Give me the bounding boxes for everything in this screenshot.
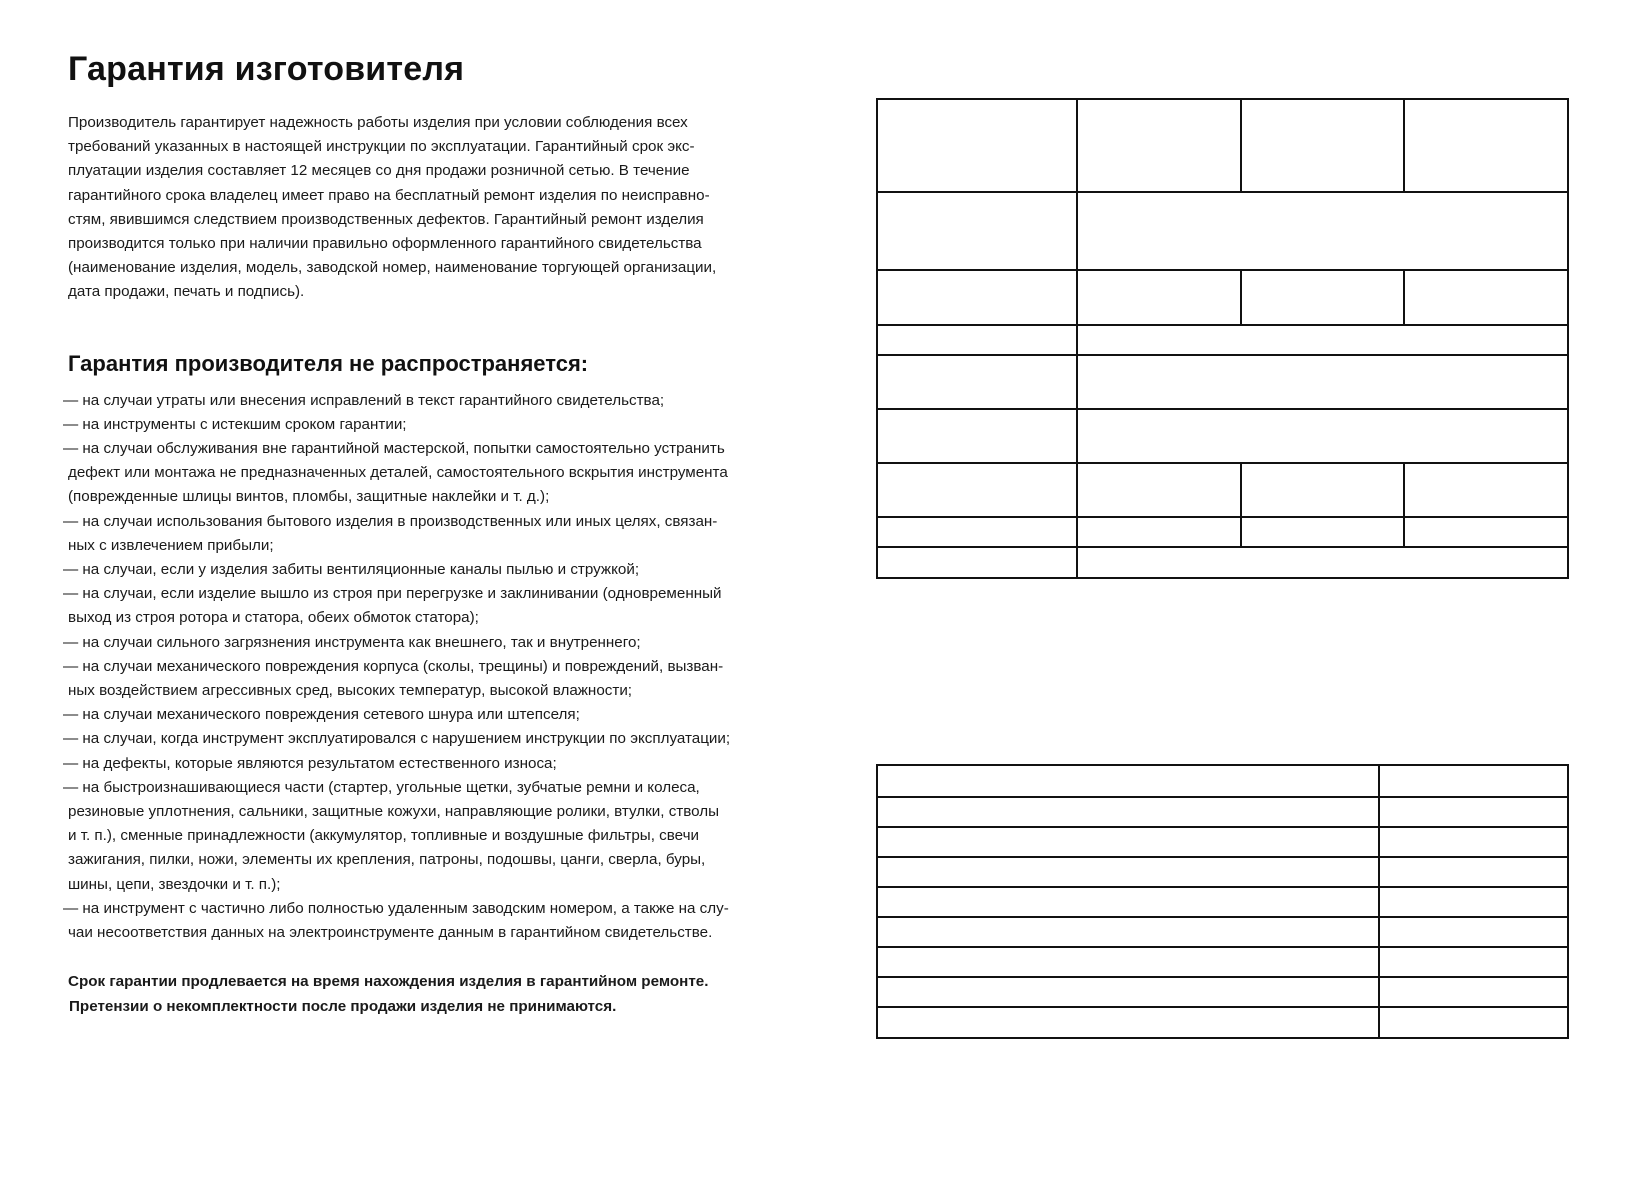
form-cell (1076, 546, 1567, 577)
exclusion-line: зажигания, пилки, ножи, элементы их крепления, патроны, подошвы, цанги, сверла, буры, (68, 851, 706, 869)
form-cell (1240, 100, 1405, 193)
record-cell (1378, 826, 1567, 858)
exclusion-line: — на дефекты, которые являются результатом естественного износа; (63, 754, 557, 772)
record-cell (1378, 916, 1567, 948)
warranty-text-column (63, 50, 768, 1019)
exclusion-line: шины, цепи, звездочки и т. п.); (68, 875, 281, 893)
form-cell (1240, 269, 1405, 326)
form-cell (1403, 516, 1567, 548)
exclusion-line: ных воздействием агрессивных сред, высоких температур, высокой влажности; (68, 682, 633, 700)
form-cell (878, 516, 1078, 548)
exclusion-line: — на случаи, если у изделия забиты вентиляционные каналы пылью и стружкой; (63, 561, 640, 579)
warranty-notes (68, 970, 768, 1018)
exclusion-line: чаи несоответствия данных на электроинструменте данным в гарантийном свидетельстве. (68, 924, 713, 942)
exclusion-line: — на случаи утраты или внесения исправлений в текст гарантийного свидетельства; (63, 391, 665, 409)
intro-line: производится только при наличии правильно оформленного гарантийного свидетельства (68, 235, 702, 253)
record-cell (1378, 946, 1567, 978)
form-cell (878, 408, 1078, 464)
record-cell (878, 976, 1380, 1008)
record-cell (878, 886, 1380, 918)
exclusion-line: резиновые уплотнения, сальники, защитные кожухи, направляющие ролики, втулки, стволы (68, 803, 720, 821)
intro-line: Производитель гарантирует надежность работы изделия при условии соблюдения всех (68, 114, 688, 131)
intro-line: (наименование изделия, модель, заводской номер, наименование торгующей организации, (68, 259, 717, 277)
form-cell (1403, 269, 1567, 326)
record-cell (878, 1006, 1380, 1037)
exclusion-line: выход из строя ротора и статора, обеих обмоток статора); (68, 609, 479, 627)
form-cell (1076, 324, 1567, 356)
form-cell (1403, 100, 1567, 193)
exclusion-line: и т. п.), сменные принадлежности (аккумулятор, топливные и воздушные фильтры, свечи (68, 827, 699, 845)
form-cell (878, 191, 1078, 271)
exclusion-line: дефект или монтажа не предназначенных деталей, самостоятельного вскрытия инструмента (68, 464, 728, 482)
record-cell (1378, 886, 1567, 918)
record-cell (878, 796, 1380, 828)
note-line: Срок гарантии продлевается на время нахождения изделия в гарантийном ремонте. (68, 973, 709, 991)
intro-paragraph (68, 111, 768, 305)
exclusion-line: — на инструменты с истекшим сроком гарантии; (63, 415, 407, 433)
record-cell (1378, 1006, 1567, 1037)
intro-line: дата продажи, печать и подпись). (68, 283, 305, 301)
record-cell (878, 766, 1380, 798)
exclusion-line: ных с извлечением прибыли; (68, 536, 274, 554)
exclusion-line: — на инструмент с частично либо полностью удаленным заводским номером, а также на слу- (63, 899, 729, 917)
form-cell (1076, 354, 1567, 410)
page-title: Гарантия изготовителя (68, 50, 465, 88)
warranty-form-grid (876, 98, 1569, 579)
exclusions-heading: Гарантия производителя не распространяется: (68, 350, 589, 376)
exclusion-line: — на случаи, когда инструмент эксплуатировался с нарушением инструкции по эксплуатации; (63, 730, 731, 748)
exclusion-line: — на быстроизнашивающиеся части (стартер, угольные щетки, зубчатые ремни и колеса, (63, 778, 700, 796)
note-line: Претензии о некомплектности после продажи изделия не принимаются. (69, 997, 617, 1015)
form-cell (1076, 516, 1242, 548)
intro-line: требований указанных в настоящей инструкции по эксплуатации. Гарантийный срок экс- (68, 138, 695, 156)
intro-line: гарантийного срока владелец имеет право на бесплатный ремонт изделия по неисправно- (68, 186, 710, 204)
record-cell (1378, 976, 1567, 1008)
record-cell (878, 856, 1380, 888)
form-cell (1076, 100, 1242, 193)
exclusion-line: — на случаи, если изделие вышло из строя при перегрузке и заклинивании (одновременный (63, 585, 722, 603)
exclusions-list (63, 389, 763, 946)
exclusion-line: — на случаи механического повреждения сетевого шнура или штепселя; (63, 706, 580, 724)
exclusion-line: (поврежденные шлицы винтов, пломбы, защитные наклейки и т. д.); (68, 488, 550, 506)
form-cell (1240, 462, 1405, 518)
form-cell (878, 546, 1078, 577)
record-cell (878, 946, 1380, 978)
form-cell (1076, 408, 1567, 464)
record-cell (878, 826, 1380, 858)
record-cell (1378, 766, 1567, 798)
form-cell (1076, 191, 1567, 271)
exclusion-line: — на случаи использования бытового изделия в производственных или иных целях, связан- (63, 512, 718, 530)
repair-record-grid (876, 764, 1569, 1039)
exclusion-line: — на случаи механического повреждения корпуса (сколы, трещины) и повреждений, вызван- (63, 657, 724, 675)
form-cell (878, 100, 1078, 193)
record-cell (1378, 796, 1567, 828)
form-cell (1076, 269, 1242, 326)
form-cell (878, 269, 1078, 326)
record-cell (878, 916, 1380, 948)
form-cell (1076, 462, 1242, 518)
intro-line: стям, явившимся следствием производственных дефектов. Гарантийный ремонт изделия (68, 210, 704, 228)
intro-line: плуатации изделия составляет 12 месяцев со дня продажи розничной сетью. В течение (68, 162, 690, 180)
record-cell (1378, 856, 1567, 888)
form-cell (878, 462, 1078, 518)
exclusion-line: — на случаи обслуживания вне гарантийной мастерской, попытки самостоятельно устранить (63, 440, 725, 458)
form-cell (878, 354, 1078, 410)
form-cell (1240, 516, 1405, 548)
exclusion-line: — на случаи сильного загрязнения инструмента как внешнего, так и внутреннего; (63, 633, 641, 651)
form-cell (878, 324, 1078, 356)
form-cell (1403, 462, 1567, 518)
